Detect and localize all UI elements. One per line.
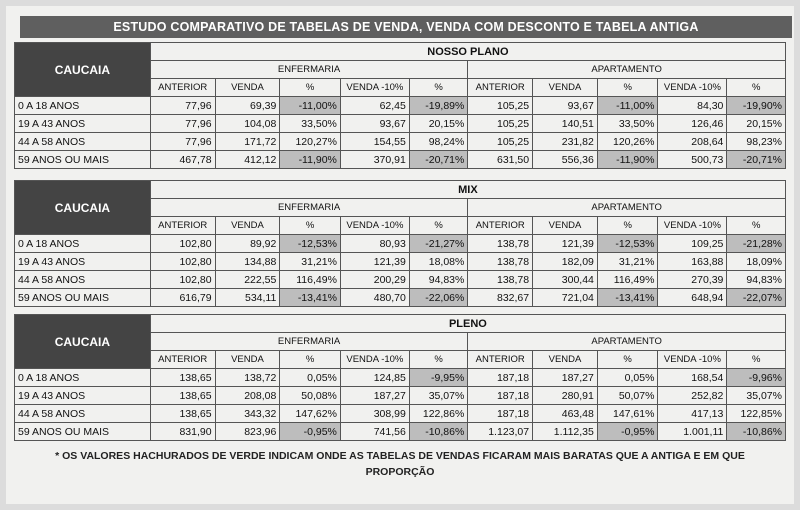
value-cell: 308,99 [340, 405, 409, 423]
column-header-pct: % [597, 217, 658, 235]
value-cell: 631,50 [468, 151, 533, 169]
column-header-anterior: ANTERIOR [150, 217, 215, 235]
column-header-venda10: VENDA -10% [340, 351, 409, 369]
city-label: CAUCAIA [15, 315, 151, 369]
plan-title: PLENO [150, 315, 785, 333]
value-cell: 721,04 [533, 289, 598, 307]
value-cell: 93,67 [340, 115, 409, 133]
value-cell: 120,26% [597, 133, 658, 151]
column-header-anterior: ANTERIOR [150, 79, 215, 97]
apartamento-header: APARTAMENTO [468, 61, 786, 79]
value-cell: 33,50% [280, 115, 341, 133]
value-cell: 18,09% [727, 253, 786, 271]
value-cell: 93,67 [533, 97, 598, 115]
value-cell: 35,07% [727, 387, 786, 405]
column-header-venda: VENDA [533, 79, 598, 97]
column-header-pct: % [280, 79, 341, 97]
value-cell: 147,61% [597, 405, 658, 423]
value-cell: 89,92 [215, 235, 280, 253]
table-row [15, 151, 786, 169]
value-cell: 102,80 [150, 253, 215, 271]
value-cell: 126,46 [658, 115, 727, 133]
value-cell: 412,12 [215, 151, 280, 169]
table-row [15, 235, 786, 253]
value-cell: 104,08 [215, 115, 280, 133]
value-cell: 1.001,11 [658, 423, 727, 441]
value-cell: 116,49% [597, 271, 658, 289]
value-cell: 616,79 [150, 289, 215, 307]
value-cell: 182,09 [533, 253, 598, 271]
value-cell: 120,27% [280, 133, 341, 151]
value-cell: -10,86% [727, 423, 786, 441]
plan-title: MIX [150, 181, 785, 199]
value-cell: 138,65 [150, 387, 215, 405]
city-label: CAUCAIA [15, 43, 151, 97]
value-cell: -20,71% [727, 151, 786, 169]
value-cell: 187,18 [468, 387, 533, 405]
value-cell: 102,80 [150, 235, 215, 253]
value-cell: 18,08% [409, 253, 468, 271]
value-cell: 370,91 [340, 151, 409, 169]
value-cell: 62,45 [340, 97, 409, 115]
column-header-pct: % [597, 79, 658, 97]
value-cell: 31,21% [280, 253, 341, 271]
value-cell: 467,78 [150, 151, 215, 169]
value-cell: 187,18 [468, 369, 533, 387]
column-header-venda: VENDA [215, 217, 280, 235]
value-cell: 105,25 [468, 115, 533, 133]
value-cell: 134,88 [215, 253, 280, 271]
value-cell: 138,78 [468, 271, 533, 289]
column-header-pct: % [727, 79, 786, 97]
age-range-label: 0 A 18 ANOS [15, 235, 151, 253]
enfermaria-header: ENFERMARIA [150, 199, 468, 217]
table-row [15, 369, 786, 387]
value-cell: 94,83% [727, 271, 786, 289]
value-cell: 417,13 [658, 405, 727, 423]
value-cell: 105,25 [468, 133, 533, 151]
value-cell: 20,15% [727, 115, 786, 133]
apartamento-header: APARTAMENTO [468, 199, 786, 217]
document-title: ESTUDO COMPARATIVO DE TABELAS DE VENDA, VENDA COM DESCONTO E TABELA ANTIGA [20, 16, 792, 38]
value-cell: 187,18 [468, 405, 533, 423]
column-header-venda10: VENDA -10% [658, 217, 727, 235]
value-cell: 252,82 [658, 387, 727, 405]
value-cell: 98,23% [727, 133, 786, 151]
value-cell: 741,56 [340, 423, 409, 441]
value-cell: 77,96 [150, 133, 215, 151]
value-cell: 84,30 [658, 97, 727, 115]
city-label: CAUCAIA [15, 181, 151, 235]
value-cell: -13,41% [280, 289, 341, 307]
column-header-pct: % [597, 351, 658, 369]
column-header-venda: VENDA [215, 351, 280, 369]
age-range-label: 44 A 58 ANOS [15, 405, 151, 423]
value-cell: 171,72 [215, 133, 280, 151]
value-cell: 98,24% [409, 133, 468, 151]
age-range-label: 59 ANOS OU MAIS [15, 423, 151, 441]
value-cell: 0,05% [280, 369, 341, 387]
apartamento-header: APARTAMENTO [468, 333, 786, 351]
value-cell: -22,06% [409, 289, 468, 307]
value-cell: 832,67 [468, 289, 533, 307]
value-cell: -22,07% [727, 289, 786, 307]
value-cell: 222,55 [215, 271, 280, 289]
value-cell: -21,27% [409, 235, 468, 253]
value-cell: -13,41% [597, 289, 658, 307]
age-range-label: 59 ANOS OU MAIS [15, 289, 151, 307]
value-cell: 20,15% [409, 115, 468, 133]
value-cell: 648,94 [658, 289, 727, 307]
age-range-label: 19 A 43 ANOS [15, 115, 151, 133]
table-row [15, 253, 786, 271]
value-cell: 50,07% [597, 387, 658, 405]
value-cell: 80,93 [340, 235, 409, 253]
table-row [15, 133, 786, 151]
value-cell: 300,44 [533, 271, 598, 289]
value-cell: 69,39 [215, 97, 280, 115]
value-cell: 831,90 [150, 423, 215, 441]
column-header-pct: % [727, 351, 786, 369]
column-header-venda: VENDA [215, 79, 280, 97]
value-cell: 122,85% [727, 405, 786, 423]
value-cell: 77,96 [150, 97, 215, 115]
enfermaria-header: ENFERMARIA [150, 61, 468, 79]
value-cell: 121,39 [533, 235, 598, 253]
column-header-venda10: VENDA -10% [658, 351, 727, 369]
table-row [15, 405, 786, 423]
value-cell: 138,72 [215, 369, 280, 387]
value-cell: 138,65 [150, 369, 215, 387]
plan-title: NOSSO PLANO [150, 43, 785, 61]
value-cell: 77,96 [150, 115, 215, 133]
value-cell: 121,39 [340, 253, 409, 271]
table-row [15, 115, 786, 133]
value-cell: 1.123,07 [468, 423, 533, 441]
value-cell: 187,27 [533, 369, 598, 387]
value-cell: -12,53% [597, 235, 658, 253]
value-cell: 534,11 [215, 289, 280, 307]
price-table [14, 180, 786, 307]
value-cell: -20,71% [409, 151, 468, 169]
column-header-anterior: ANTERIOR [468, 351, 533, 369]
column-header-pct: % [409, 79, 468, 97]
value-cell: 208,64 [658, 133, 727, 151]
column-header-anterior: ANTERIOR [468, 79, 533, 97]
value-cell: 200,29 [340, 271, 409, 289]
value-cell: 0,05% [597, 369, 658, 387]
value-cell: 823,96 [215, 423, 280, 441]
value-cell: 270,39 [658, 271, 727, 289]
value-cell: 231,82 [533, 133, 598, 151]
table-row [15, 387, 786, 405]
value-cell: 500,73 [658, 151, 727, 169]
value-cell: 94,83% [409, 271, 468, 289]
price-table [14, 42, 786, 169]
age-range-label: 19 A 43 ANOS [15, 253, 151, 271]
value-cell: -9,96% [727, 369, 786, 387]
value-cell: 343,32 [215, 405, 280, 423]
column-header-pct: % [409, 351, 467, 369]
column-header-venda: VENDA [533, 217, 598, 235]
value-cell: 208,08 [215, 387, 280, 405]
enfermaria-header: ENFERMARIA [150, 333, 468, 351]
value-cell: 140,51 [533, 115, 598, 133]
value-cell: 116,49% [280, 271, 341, 289]
value-cell: -19,90% [727, 97, 786, 115]
column-header-pct: % [280, 217, 341, 235]
value-cell: -11,90% [280, 151, 341, 169]
value-cell: 138,65 [150, 405, 215, 423]
value-cell: -12,53% [280, 235, 341, 253]
column-header-venda10: VENDA -10% [340, 217, 409, 235]
table-row [15, 97, 786, 115]
value-cell: 154,55 [340, 133, 409, 151]
column-header-anterior: ANTERIOR [150, 351, 215, 369]
age-range-label: 59 ANOS OU MAIS [15, 151, 151, 169]
table-row [15, 423, 786, 441]
value-cell: -11,90% [597, 151, 658, 169]
value-cell: -0,95% [597, 423, 658, 441]
value-cell: 31,21% [597, 253, 658, 271]
value-cell: -11,00% [280, 97, 341, 115]
value-cell: -11,00% [597, 97, 658, 115]
value-cell: -0,95% [280, 423, 341, 441]
value-cell: 163,88 [658, 253, 727, 271]
value-cell: 138,78 [468, 253, 533, 271]
column-header-pct: % [280, 351, 341, 369]
age-range-label: 0 A 18 ANOS [15, 369, 151, 387]
column-header-venda10: VENDA -10% [658, 79, 727, 97]
value-cell: -19,89% [409, 97, 468, 115]
value-cell: 50,08% [280, 387, 341, 405]
column-header-venda: VENDA [533, 351, 598, 369]
value-cell: 105,25 [468, 97, 533, 115]
age-range-label: 0 A 18 ANOS [15, 97, 151, 115]
value-cell: -9,95% [409, 369, 467, 387]
footnote: * OS VALORES HACHURADOS DE VERDE INDICAM ONDE AS TABELAS DE VENDAS FICARAM MAIS BARATAS QUE A ANTIGA E EM QUE PROPORÇÃO [55, 450, 745, 478]
value-cell: 138,78 [468, 235, 533, 253]
value-cell: 147,62% [280, 405, 341, 423]
column-header-pct: % [409, 217, 468, 235]
value-cell: 122,86% [409, 405, 467, 423]
column-header-anterior: ANTERIOR [468, 217, 533, 235]
column-header-venda10: VENDA -10% [340, 79, 409, 97]
value-cell: 109,25 [658, 235, 727, 253]
value-cell: 124,85 [340, 369, 409, 387]
value-cell: 187,27 [340, 387, 409, 405]
column-header-pct: % [727, 217, 786, 235]
value-cell: 33,50% [597, 115, 658, 133]
age-range-label: 44 A 58 ANOS [15, 271, 151, 289]
age-range-label: 44 A 58 ANOS [15, 133, 151, 151]
table-row [15, 271, 786, 289]
value-cell: 463,48 [533, 405, 598, 423]
value-cell: 1.112,35 [533, 423, 598, 441]
value-cell: 35,07% [409, 387, 467, 405]
value-cell: -10,86% [409, 423, 467, 441]
price-table [14, 314, 786, 441]
table-row [15, 289, 786, 307]
value-cell: 168,54 [658, 369, 727, 387]
value-cell: -21,28% [727, 235, 786, 253]
value-cell: 480,70 [340, 289, 409, 307]
age-range-label: 19 A 43 ANOS [15, 387, 151, 405]
value-cell: 280,91 [533, 387, 598, 405]
value-cell: 556,36 [533, 151, 598, 169]
value-cell: 102,80 [150, 271, 215, 289]
